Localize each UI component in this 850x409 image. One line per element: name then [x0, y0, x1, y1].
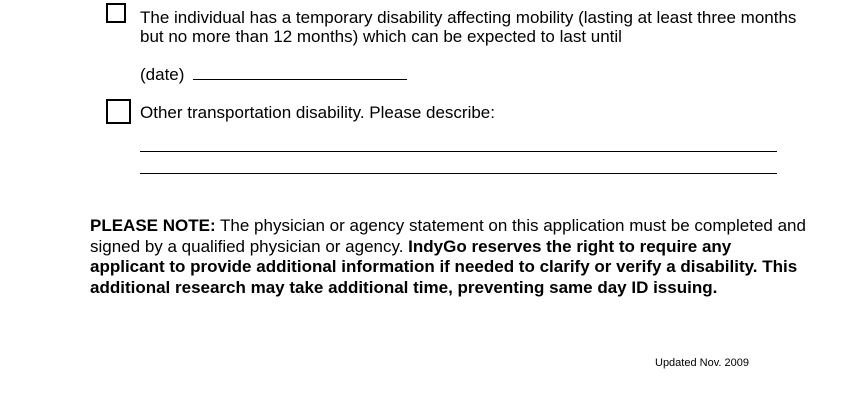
please-note-text: The physician or agency statement on this application must be completed and signed by a qualified physician or agency. — [90, 216, 806, 256]
updated-date: Updated Nov. 2009 — [655, 357, 749, 369]
other-disability-label: Other transportation disability. Please describe: — [140, 103, 495, 122]
other-disability-checkbox[interactable] — [106, 99, 131, 124]
date-label: (date) — [140, 65, 185, 84]
please-note-lead: PLEASE NOTE: — [90, 216, 216, 235]
describe-line-2[interactable] — [140, 173, 777, 174]
describe-line-1[interactable] — [140, 151, 777, 152]
date-row — [140, 64, 407, 85]
date-field[interactable] — [193, 65, 407, 80]
temporary-disability-text-line1: The individual has a temporary disability affecting mobility (lasting at least three months — [140, 8, 797, 27]
temporary-disability-text-line2: but no more than 12 months) which can be expected to last until — [140, 27, 622, 46]
please-note-paragraph — [90, 216, 810, 298]
temporary-disability-checkbox[interactable] — [106, 3, 126, 23]
please-note-bold-text: IndyGo reserves the right to require any applicant to provide additional information if needed to clarify or verify a disability. This additional research may take additional time, preventing same day ID issuing. — [90, 236, 798, 297]
